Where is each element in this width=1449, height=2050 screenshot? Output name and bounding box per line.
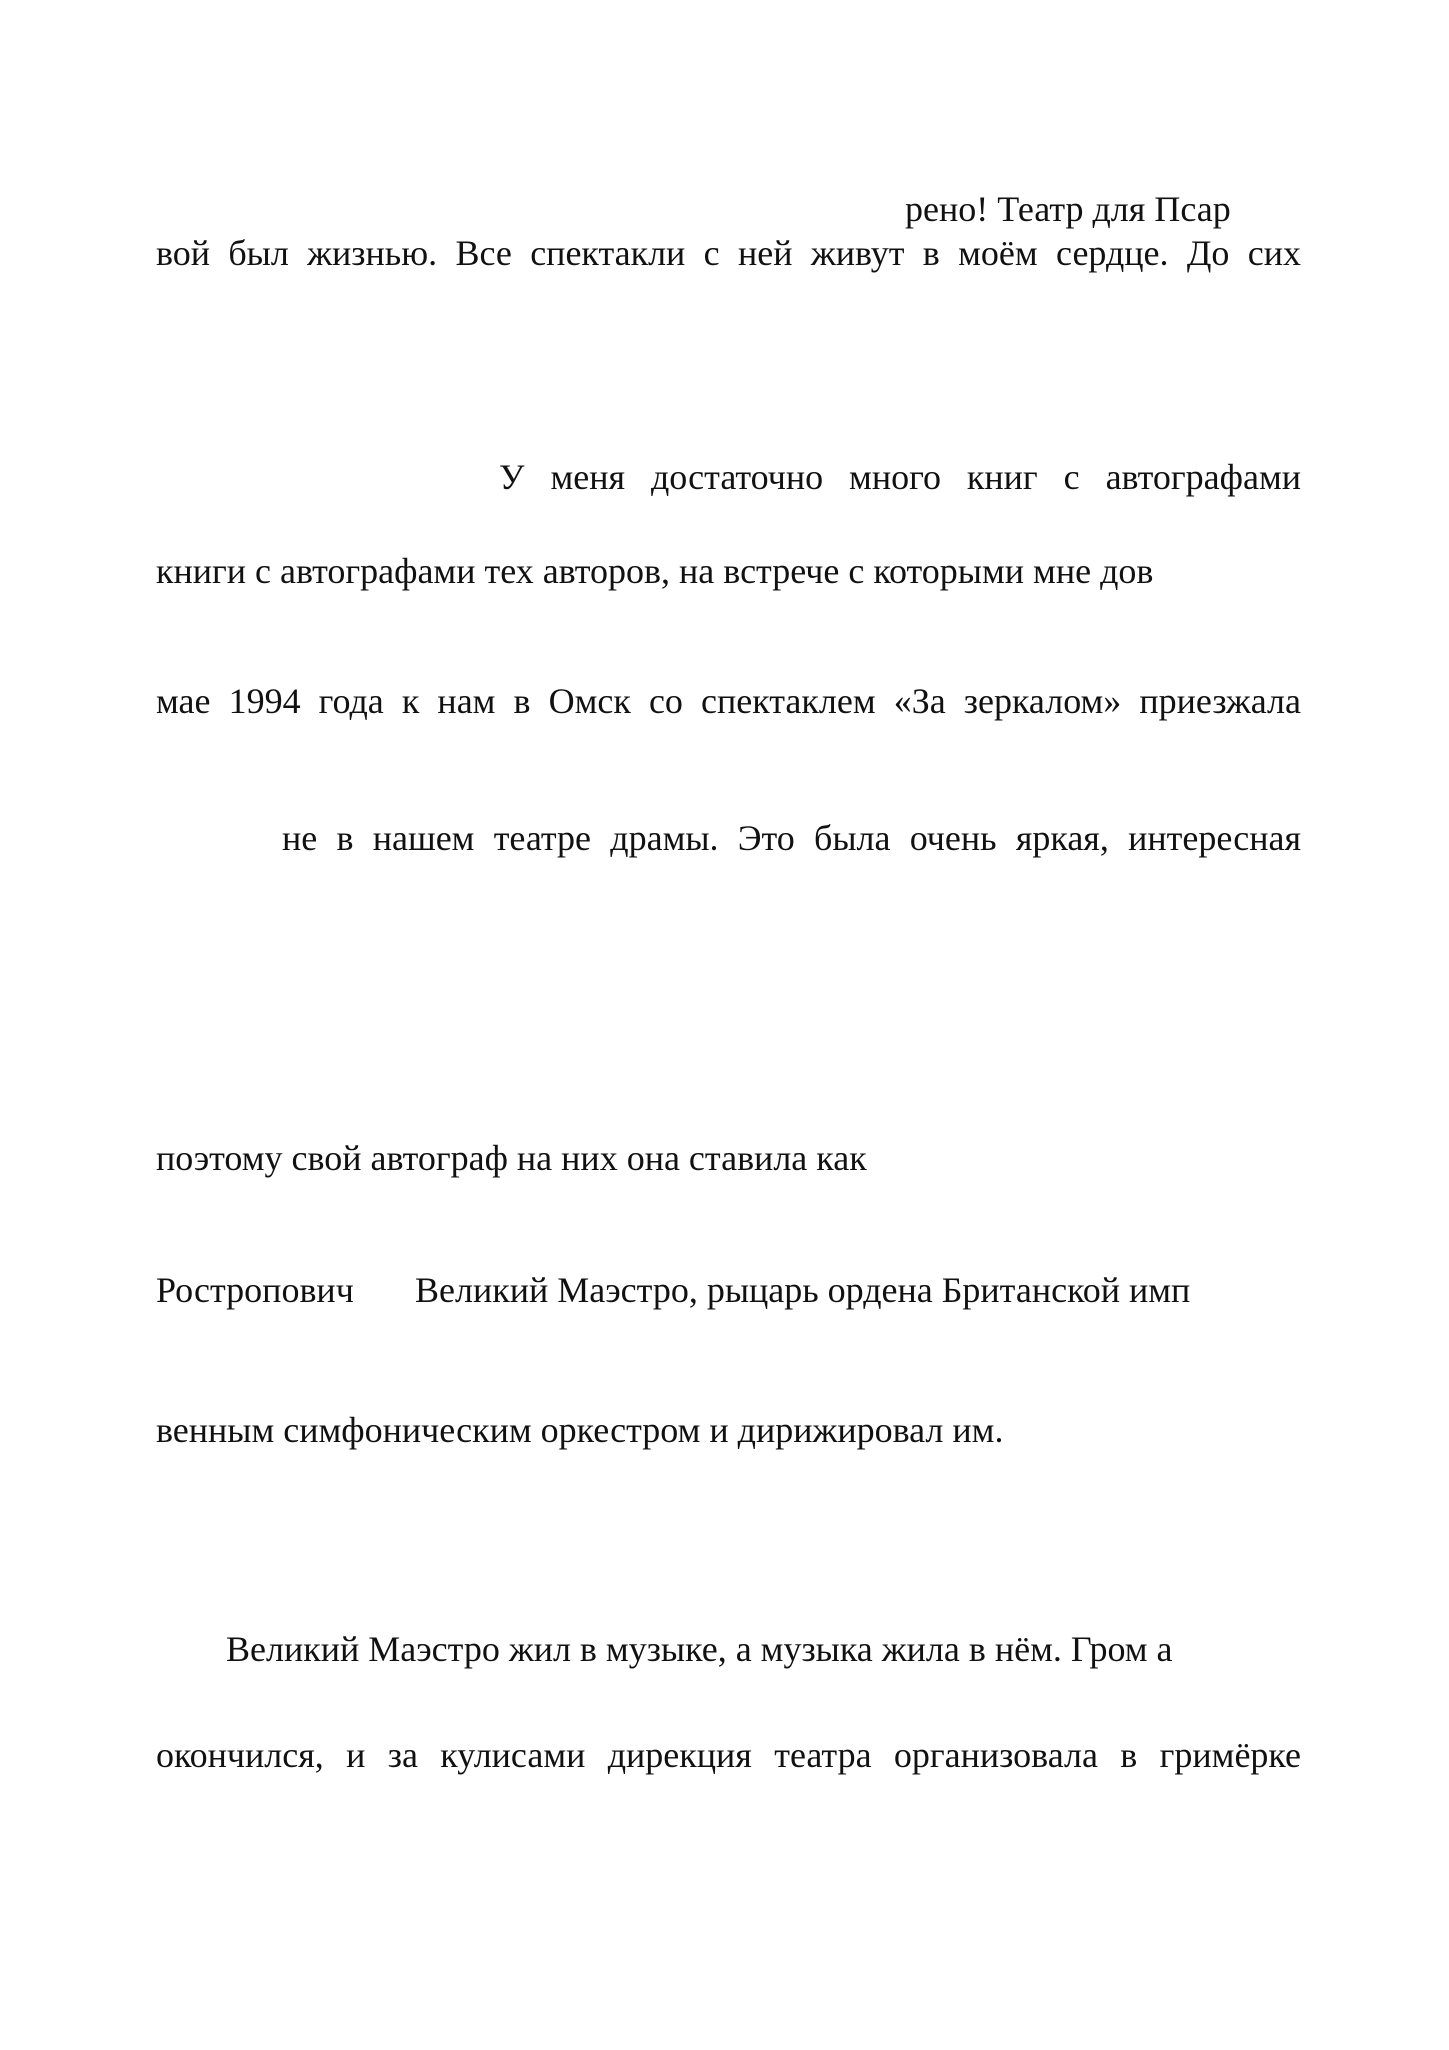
text-line-1: рено! Театр для Псар — [905, 189, 1231, 229]
text-line-7: поэтому свой автограф на них она ставила как — [156, 1138, 867, 1178]
text-line-11: окончился, и за кулисами дирекция театра организовала в гримёрке — [156, 1735, 1301, 1775]
text-line-3: У меня достаточно много книг с автографами — [499, 457, 1301, 497]
text-line-10: Великий Маэстро жил в музыке, а музыка жила в нём. Гром а — [226, 1629, 1173, 1669]
text-line-2: вой был жизнью. Все спектакли с ней живут в моём сердце. До сих — [156, 233, 1301, 273]
text-line-9: венным симфоническим оркестром и дирижировал им. — [156, 1410, 1004, 1450]
text-line-6: не в нашем театре драмы. Это была очень яркая, интересная — [282, 818, 1301, 858]
text-line-8b: Великий Маэстро, рыцарь ордена Британской имп — [415, 1270, 1191, 1310]
text-line-5: мае 1994 года к нам в Омск со спектаклем «За зеркалом» приезжала — [156, 681, 1301, 721]
text-line-8a: Ростропович — [156, 1270, 354, 1310]
text-line-4: книги с автографами тех авторов, на встрече с которыми мне дов — [156, 551, 1154, 591]
